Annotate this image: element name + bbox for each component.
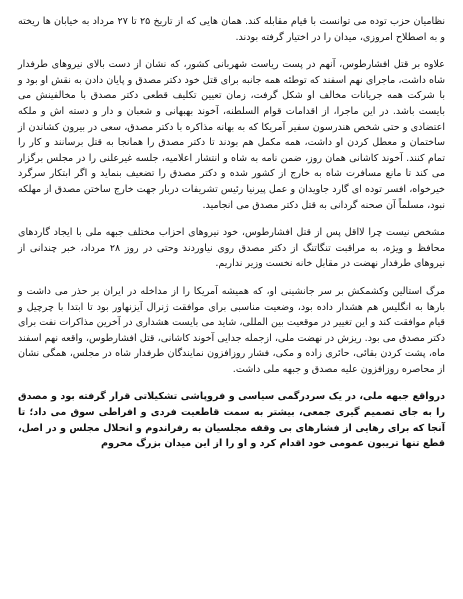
paragraph-1: نظامیان حزب توده می توانست با قیام مقابله کند. همان هایی که از تاریخ ۲۵ تا ۲۷ مرداد به خیابان ها ریخته و به اصطلاح امروزی، میدان را در اختیار گرفته بودند. — [18, 16, 445, 43]
paragraph-5-bold: درواقع جبهه ملی، در یک سردرگمی سیاسی و فروپاشی تشکیلاتی قرار گرفته بود و مصدق را به جای تصمیم گیری جمعی، بیشتر به سمت قاطعیت فردی و افراطی سوق می داد؛ تا آنجا که برای رهایی از فشارهای بی وقفه مجلسیان به رفراندوم و انحلال مجلس و در اصل، قطع تنها تریبون عمومی خود اقدام کرد و او را از این میدان بزرگ محروم — [18, 391, 445, 450]
paragraph-2: علاوه بر قتل افشارطوس، آنهم در پست ریاست شهربانی کشور، که نشان از دست بالای نیروهای طرفدار شاه داشت، ماجرای نهم اسفند که توطئه همه جانبه برای قتل خود دکتر مصدق و پایان دادن به نقش او بود و با شرکت همه جریانات مخالف او شکل گرفت، زمان تعیین تکلیف قطعی دکتر مصدق با مخالفینش می بایست باشد. در این ماجرا، از اقدامات قوام السلطنه، آخوند بهبهانی و شعبان و دار و دسته اش و ملکه اعتضادی و حتی شخص هندرسون سفیر آمریکا که به بهانه مذاکره با دکتر مصدق، سعی در بیرون کشاندن از ساختمان و معطل کردن او داشت، همه مکمل هم بودند تا دکتر مصدق را همانجا به قتل برسانند و کار را تمام کنند. آخوند کاشانی همان روز، ضمن نامه به شاه و انتشار اعلامیه، جلسه غیرعلنی را در مجلس برگزار می کند تا مانع مسافرت شاه به خارج از کشور شده و دکتر مصدق را تضعیف بنماید و اگر ابتکار سرگرد خیرخواه، افسر توده ای گارد جاویدان و عمل پیرنیا رئیس تشریفات دربار جهت خارج ساختن مصدق از مهلکه نبود، مسلماً آن صحنه گردانی به قتل دکتر مصدق می انجامید. — [18, 59, 445, 211]
paragraph-3: مشخص نیست چرا لااقل پس از قتل افشارطوس، خود نیروهای احزاب مختلف جبهه ملی با ایجاد گاردهای محافظ و ویژه، به مراقبت تنگاتنگ از دکتر مصدق روی نیاوردند وحتی در روز ۲۸ مرداد، خبر چندانی از نیروهای طرفدار نهضت در مقابل خانه نخست وزیر نداریم. — [18, 227, 445, 270]
paragraph-4: مرگ استالین وکشمکش بر سر جانشینی او، که همیشه آمریکا را از مداخله در ایران بر حذر می داشت و بارها به انگلیس هم هشدار داده بود، وضعیت مناسبی برای موافقت ژنرال آیزنهاور بود تا ابتدا با چرچیل و قیام موافقت کند و این تغییر در موقعیت بین المللی، شاید می بایست هشداری در آخرین مذاکرات نفت برای دکتر مصدق می بود. ریزش در نهضت ملی، ازجمله جدایی آخوند کاشانی، قتل افشارطوس، واقعه نهم اسفند ماه، پشت کردن بقائی، حائری زاده و مکی، فشار روزافزون نمایندگان طرفدار شاه در مجلس، همگی نشان از محاصره روزافزون علیه مصدق و جبهه ملی داشت. — [18, 285, 445, 375]
document-body — [18, 14, 445, 452]
